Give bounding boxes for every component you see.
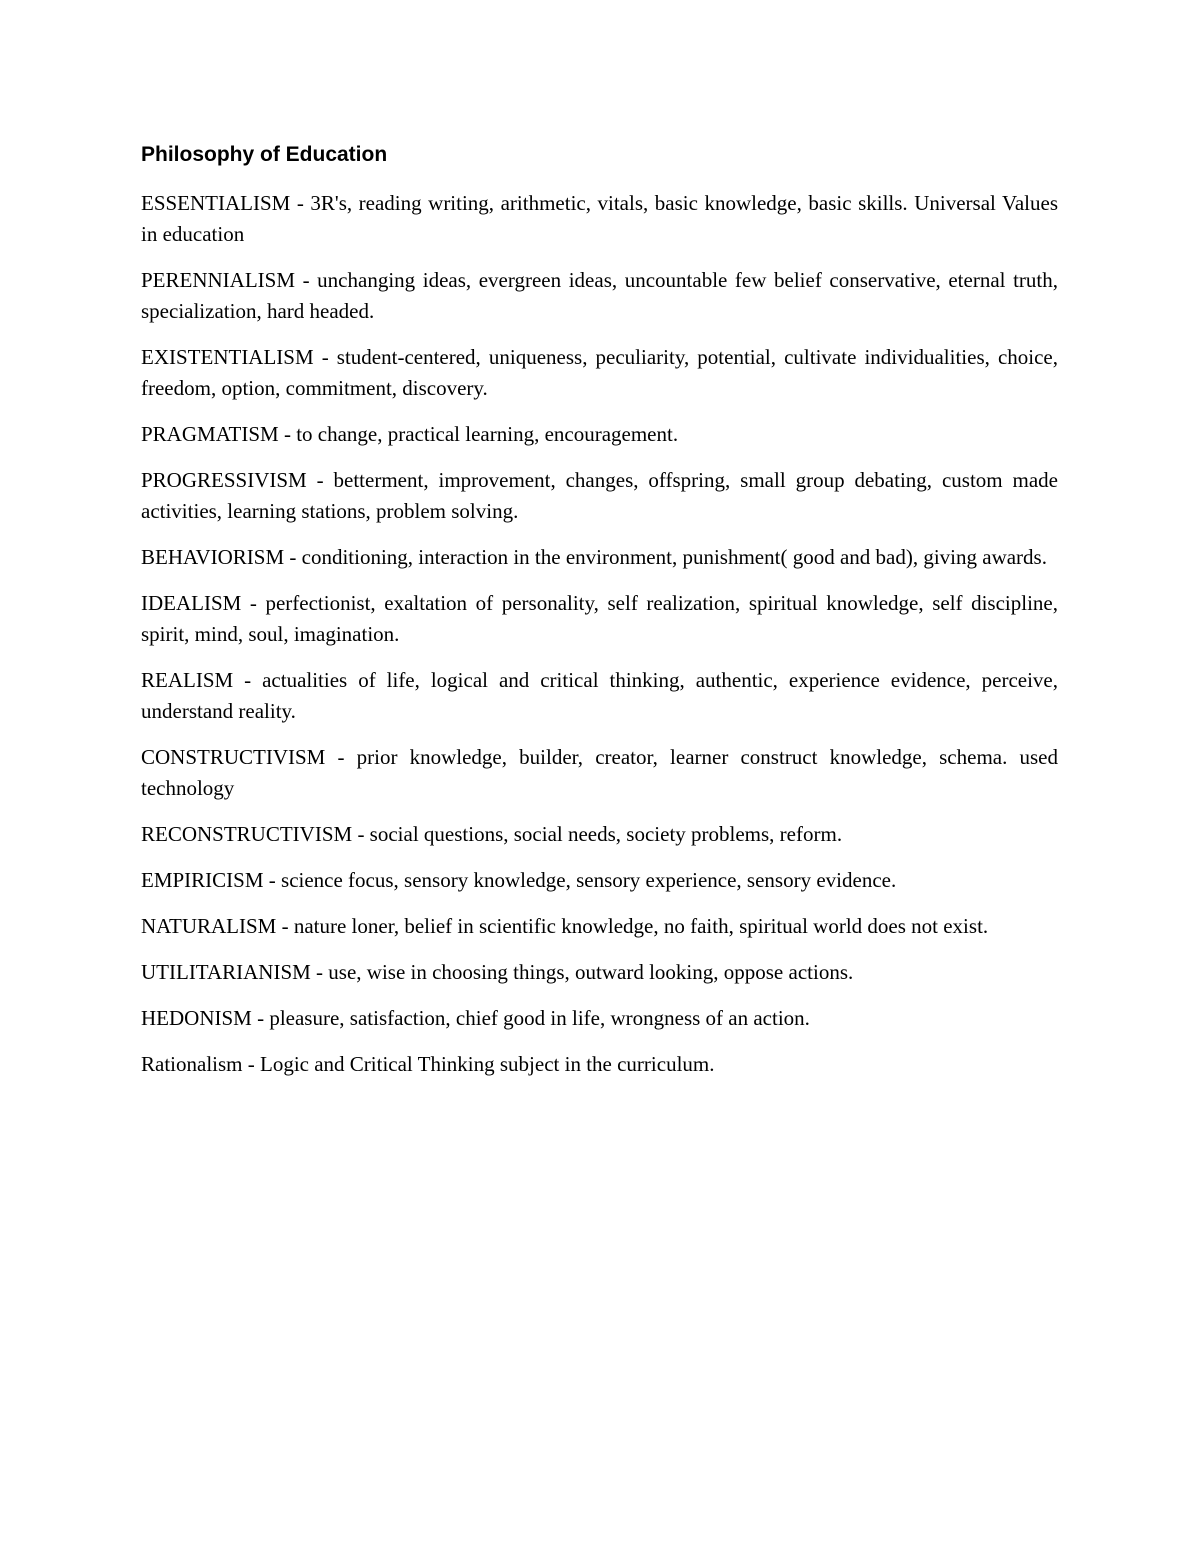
entry-constructivism: CONSTRUCTIVISM - prior knowledge, builder, creator, learner construct knowledge, schema. used technology xyxy=(141,745,1058,800)
entry-pragmatism: PRAGMATISM - to change, practical learning, encouragement. xyxy=(141,422,679,446)
entry-hedonism: HEDONISM - pleasure, satisfaction, chief good in life, wrongness of an action. xyxy=(141,1006,810,1030)
entry-empiricism: EMPIRICISM - science focus, sensory knowledge, sensory experience, sensory evidence. xyxy=(141,868,897,892)
entry-existentialism: EXISTENTIALISM - student-centered, uniqueness, peculiarity, potential, cultivate individualities, choice, freedom, option, commitment, discovery. xyxy=(141,345,1058,400)
document-page xyxy=(141,141,1058,1095)
entry-reconstructivism: RECONSTRUCTIVISM - social questions, social needs, society problems, reform. xyxy=(141,822,843,846)
document-title: Philosophy of Education xyxy=(141,143,388,166)
entry-progressivism: PROGRESSIVISM - betterment, improvement, changes, offspring, small group debating, custom made activities, learning stations, problem solving. xyxy=(141,468,1058,523)
entry-realism: REALISM - actualities of life, logical and critical thinking, authentic, experience evidence, perceive, understand reality. xyxy=(141,668,1058,723)
entry-perennialism: PERENNIALISM - unchanging ideas, evergreen ideas, uncountable few belief conservative, eternal truth, specialization, hard headed. xyxy=(141,268,1058,323)
entry-essentialism: ESSENTIALISM - 3R's, reading writing, arithmetic, vitals, basic knowledge, basic skills. Universal Values in education xyxy=(141,191,1058,246)
entry-behaviorism: BEHAVIORISM - conditioning, interaction in the environment, punishment( good and bad), giving awards. xyxy=(141,545,1047,569)
entry-idealism: IDEALISM - perfectionist, exaltation of personality, self realization, spiritual knowledge, self discipline, spirit, mind, soul, imagination. xyxy=(141,591,1058,646)
entry-naturalism: NATURALISM - nature loner, belief in scientific knowledge, no faith, spiritual world does not exist. xyxy=(141,914,989,938)
entry-rationalism: Rationalism - Logic and Critical Thinking subject in the curriculum. xyxy=(141,1052,715,1076)
entry-utilitarianism: UTILITARIANISM - use, wise in choosing things, outward looking, oppose actions. xyxy=(141,960,854,984)
